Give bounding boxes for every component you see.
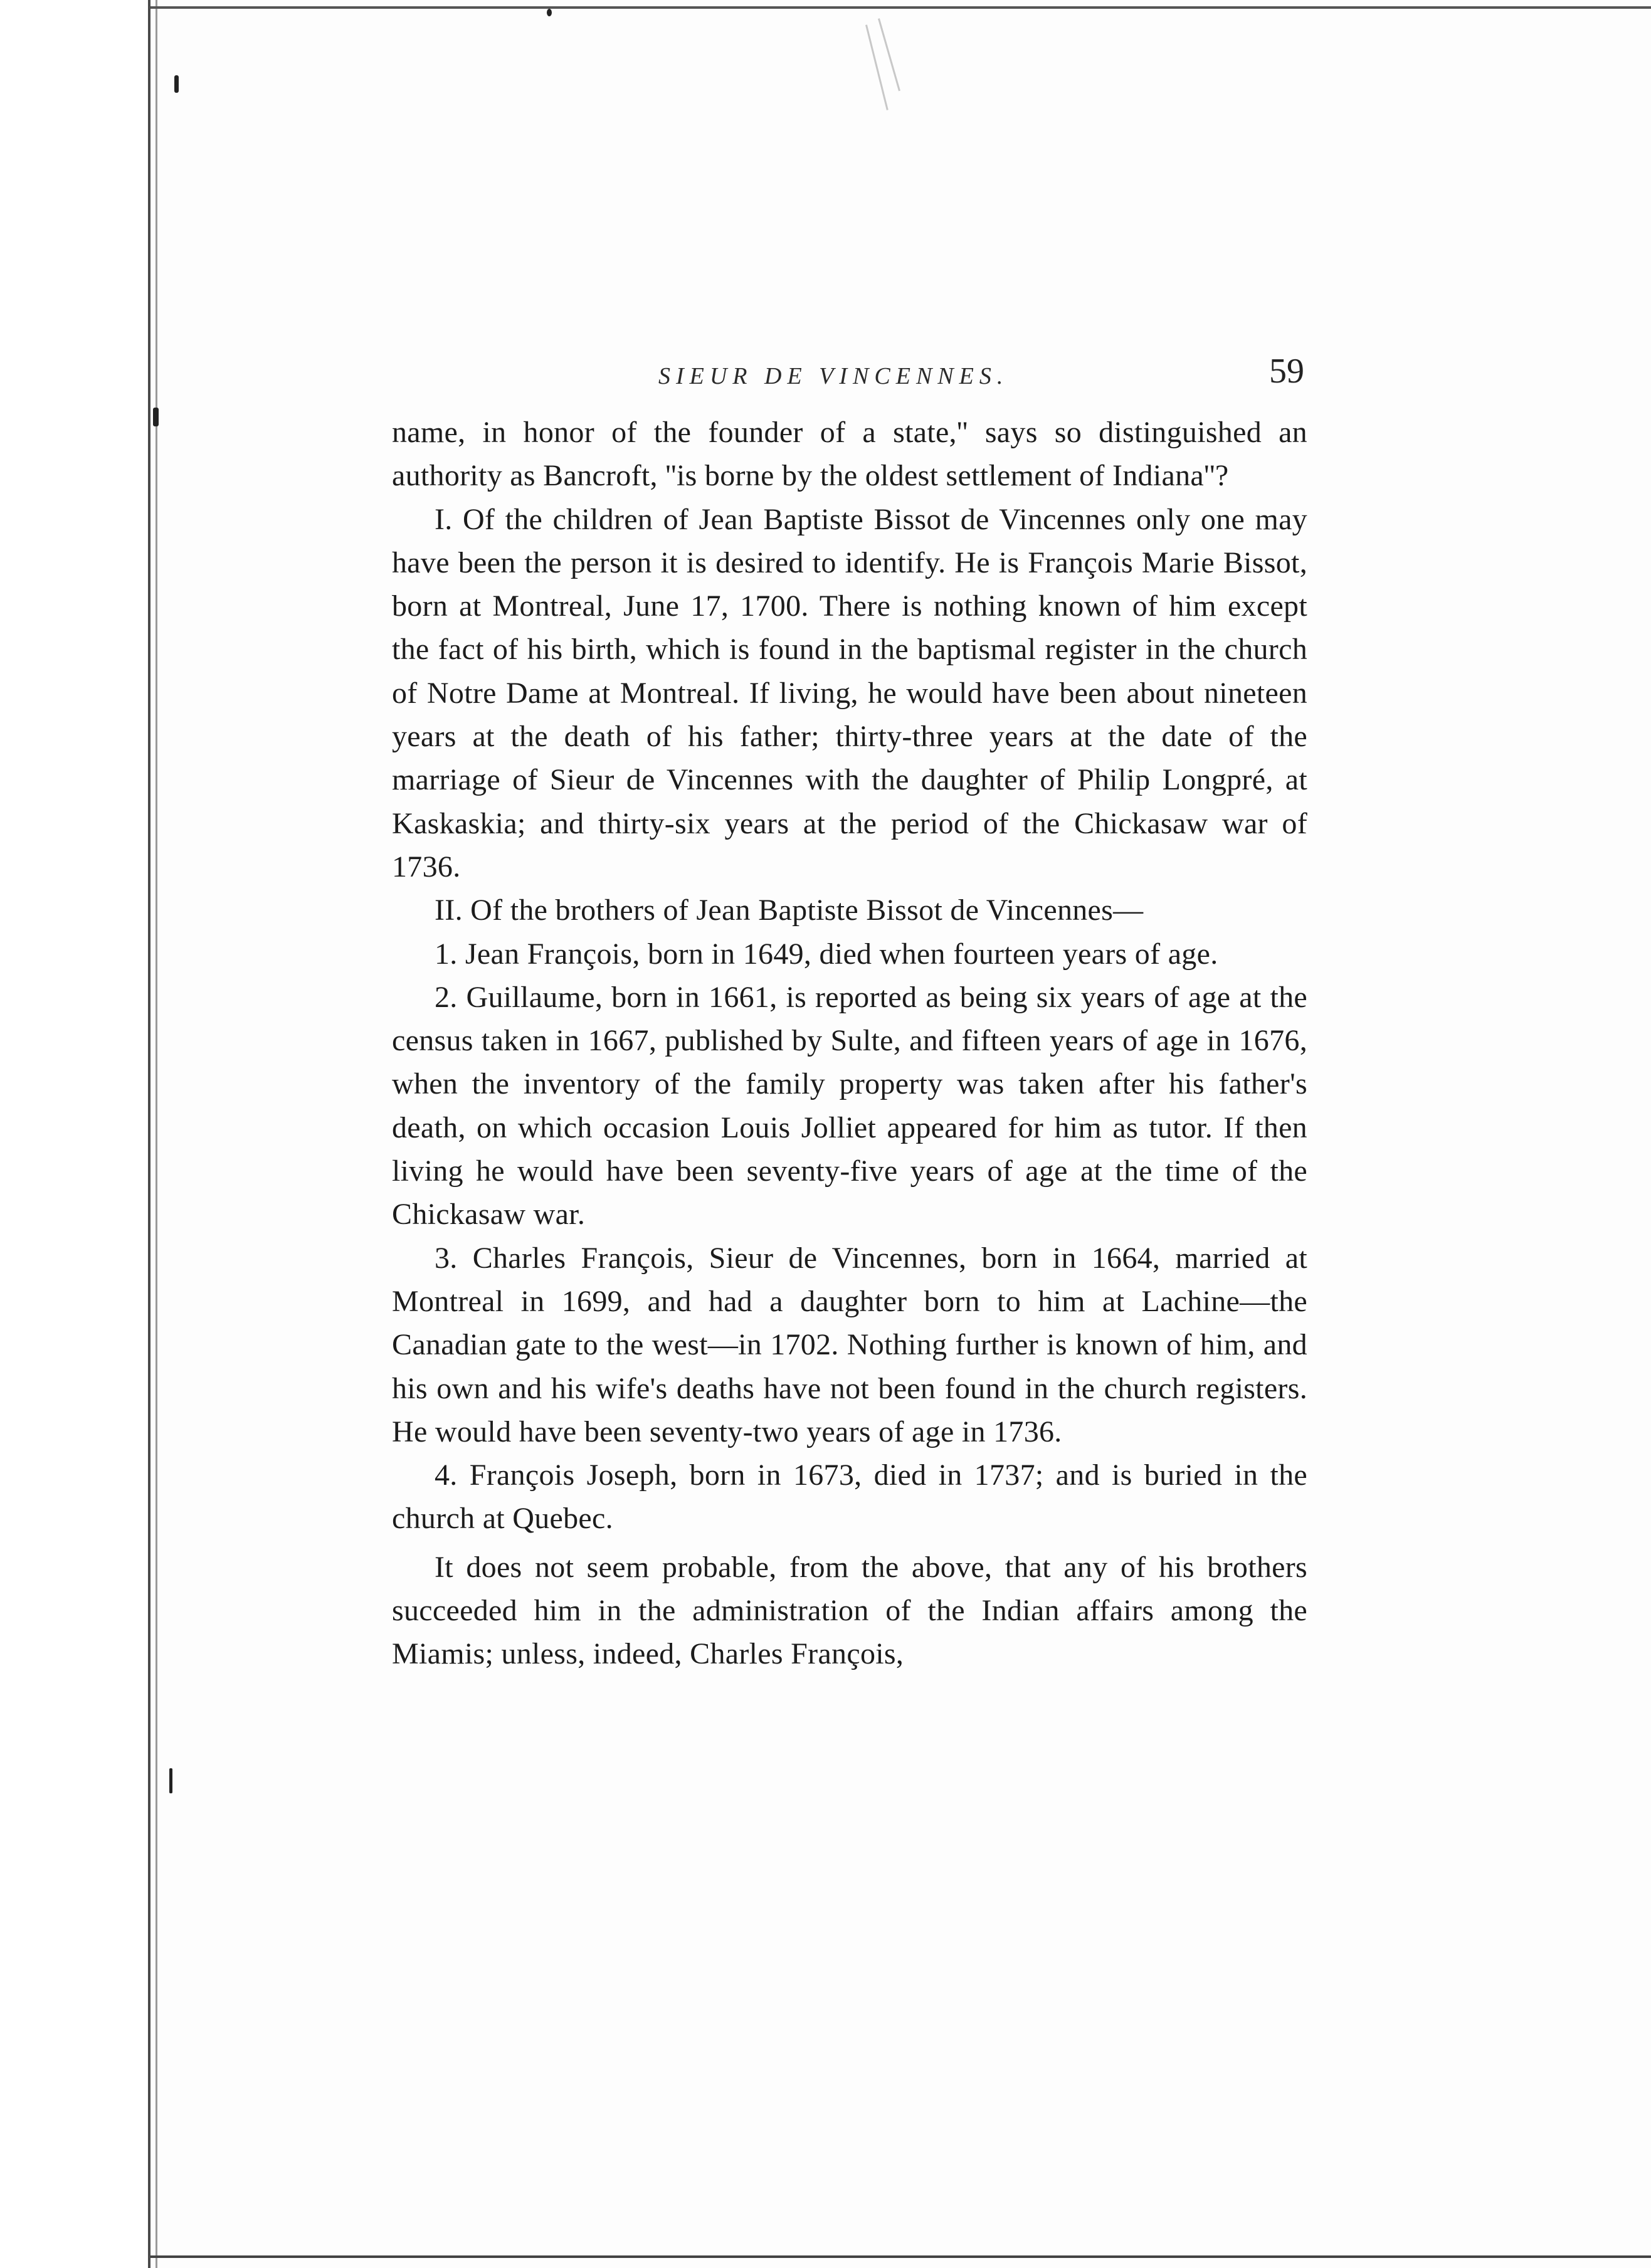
scan-speck <box>153 408 159 426</box>
paragraph: II. Of the brothers of Jean Baptiste Bissot de Vincennes— <box>435 894 1144 927</box>
scan-left-edge-inner <box>156 0 157 2268</box>
page-header <box>658 351 1304 401</box>
paragraph: 3. Charles François, Sieur de Vincennes, born in 1664, married at Montreal in 1699, and had a daughter born to him at Lachine—the Canadian gate to the west—in 1702. Nothing further is known of him, and his own and his wife's deaths have not been found in the church registers. He would have been seventy-two years of age in 1736. <box>392 1241 1307 1448</box>
paragraph: name, in honor of the founder of a state,'' says so distinguished an authority as Bancroft, ''is borne by the oldest settlement of Indiana''? <box>392 416 1307 493</box>
paragraph: It does not seem probable, from the above, that any of his brothers succeeded him in the administration of the Indian affairs among the Miamis; unless, indeed, Charles François, <box>392 1550 1307 1671</box>
paragraph: 4. François Joseph, born in 1673, died in 1737; and is buried in the church at Quebec. <box>392 1458 1307 1536</box>
scan-speck <box>174 75 179 93</box>
paragraph: I. Of the children of Jean Baptiste Bissot de Vincennes only one may have been the person it is desired to identify. He is François Marie Bissot, born at Montreal, June 17, 1700. There is nothing known of him except the fact of his birth, which is found in the baptismal register in the church of Notre Dame at Montreal. If living, he would have been about nineteen years at the death of his father; thirty-three years at the date of the marriage of Sieur de Vincennes with the daughter of Philip Longpré, at Kaskaskia; and thirty-six years at the period of the Chickasaw war of 1736. <box>392 502 1307 883</box>
scan-top-edge <box>150 6 1651 9</box>
scan-left-margin <box>0 0 148 2268</box>
paragraph: 1. Jean François, born in 1649, died when fourteen years of age. <box>435 937 1218 971</box>
scan-crease <box>878 18 900 91</box>
paragraph: 2. Guillaume, born in 1661, is reported as being six years of age at the census taken in 1667, published by Sulte, and fifteen years of age in 1676, when the inventory of the family property was taken after his father's death, on which occasion Louis Jolliet appeared for him as tutor. If then living he would have been seventy-five years of age at the time of the Chickasaw war. <box>392 980 1307 1232</box>
scan-speck <box>547 9 552 16</box>
body-text <box>392 411 1307 1676</box>
scan-speck <box>169 1768 172 1793</box>
scan-bottom-edge <box>150 2255 1651 2258</box>
scan-left-edge <box>148 0 150 2268</box>
page-number: 59 <box>1269 352 1304 391</box>
running-head: SIEUR DE VINCENNES. <box>658 363 1009 389</box>
